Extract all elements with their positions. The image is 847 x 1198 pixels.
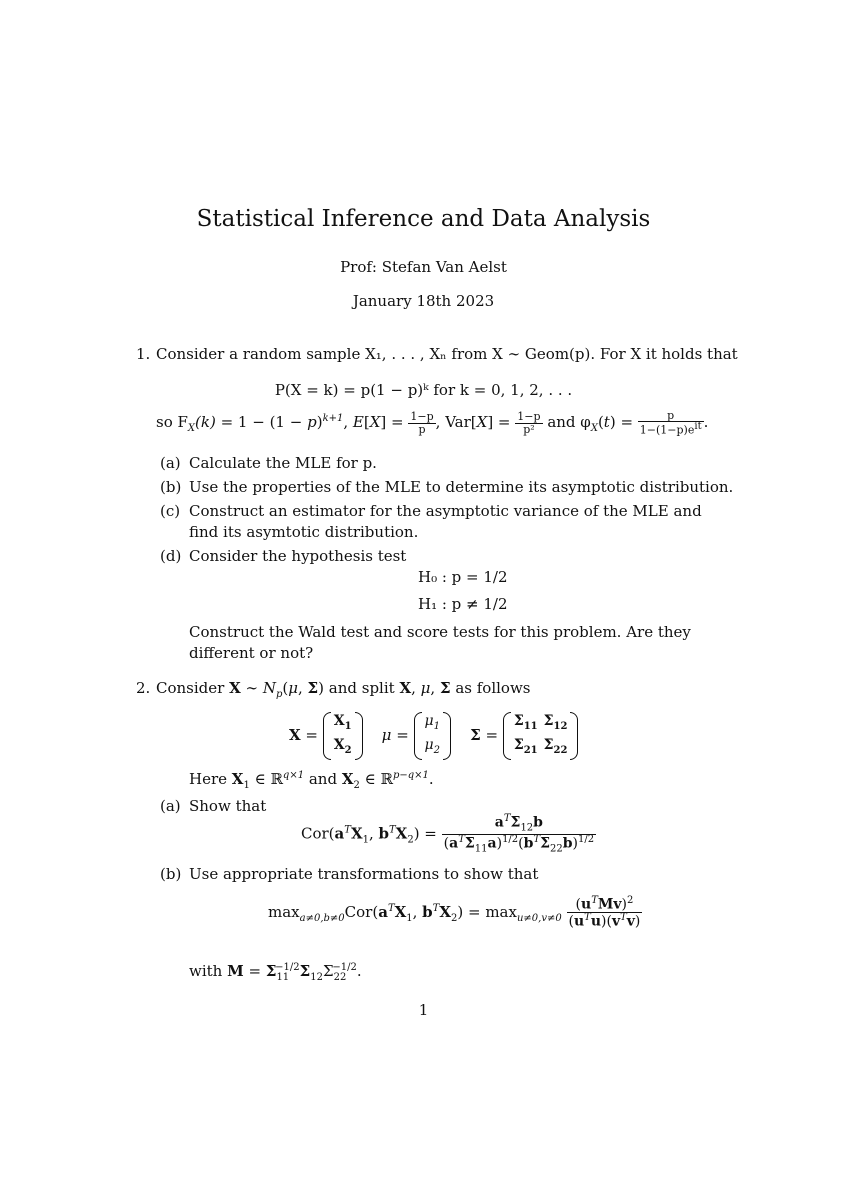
q2-b-definition: with $M = \Sigma_{11}^{-1/2}\Sigma_{12}\Sigma_{22}^{-1/2}$. <box>189 962 362 983</box>
q2-number: 2. <box>136 679 151 697</box>
q1-pmf-equation: P(X = k) = p(1 − p)ᵏ for k = 0, 1, 2, . . . <box>274 381 573 399</box>
q1-c-label: (c) <box>160 502 181 520</box>
exam-date: January 18th 2023 <box>352 292 495 310</box>
q1-properties-start: so F <box>156 413 188 431</box>
q1-d-label: (d) <box>160 547 182 565</box>
q1-null-hypothesis: H₀ : p = 1/2 <box>418 568 508 586</box>
q1-alt-hypothesis: H₁ : p ≠ 1/2 <box>418 595 508 613</box>
q1-a-text: Calculate the MLE for p. <box>189 454 377 472</box>
q1-properties-line: so $F_X(k) = 1 - (1 - p)^{k+1}$, E[X] = $\frac{1-p}{p}$ , Var[X] = $\frac{1-p}{\text{p²}}$ and $\varphi_X(t)$ = $\frac{p}{1-(1-p)e^{it}}$ . <box>156 408 709 437</box>
q2-b-text: Use appropriate transformations to show that <box>189 865 539 883</box>
q2-a-text: Show that <box>189 797 267 815</box>
q2-partition-equation: X = $X_1$ $X_2$ μ = $\mu_1$ $\mu_2$ Σ = $\Sigma_{11}$ $\Sigma_{12}$ $\Sigma_{21}$ $\Sigma_{22}$ <box>289 712 578 760</box>
q2-here-start: Here <box>189 770 228 788</box>
q1-b-text: Use the properties of the MLE to determine its asymptotic distribution. <box>189 478 734 496</box>
document-title: Statistical Inference and Data Analysis <box>196 206 651 232</box>
q2-with-word: with <box>189 962 223 980</box>
q1-intro: Consider a random sample X₁, . . . , Xₙ from X ∼ Geom(p). For X it holds that <box>156 345 738 363</box>
q2-here-and: and <box>308 770 338 788</box>
q1-a-label: (a) <box>160 454 181 472</box>
professor-line: Prof: Stefan Van Aelst <box>340 258 507 276</box>
q1-d-text: Consider the hypothesis test <box>189 547 407 565</box>
q1-d-conclusion: Construct the Wald test and score tests for this problem. Are they different or not? <box>189 623 691 662</box>
q2-intro-end: as follows <box>455 679 531 697</box>
q2-intro: Consider X ∼ $N_p(\mu$, Σ) and split X, μ, Σ as follows <box>156 679 531 700</box>
q1-c-text: Construct an estimator for the asymptotic variance of the MLE and find its asymtotic distribution. <box>189 502 702 541</box>
page-number: 1 <box>418 1001 429 1019</box>
q1-number: 1. <box>136 345 151 363</box>
q1-properties-end: and φ <box>547 413 591 431</box>
q2-intro-start: Consider <box>156 679 225 697</box>
q2-a-label: (a) <box>160 797 181 815</box>
q2-a-equation: $Cor(a^TX_1$, $b^TX_2$) = $\frac{a^T\Sigma_{12}b}{(a^T\Sigma_{11}a)^{1/2}(b^T\Sigma_{22}b)^{1/2}}$ <box>301 813 595 855</box>
q2-b-label: (b) <box>160 865 182 883</box>
q2-dimensions: Here $X_1$ ∈ ℝ$^{q\times 1}$ and $X_2$ ∈ ℝ$^{p-q\times 1}$. <box>189 770 434 791</box>
q1-b-label: (b) <box>160 478 182 496</box>
q2-b-equation: $\max_{a\ne 0,b\ne 0}Cor(a^TX_1$, $b^TX_2) = \max_{u\ne 0,v\ne 0}$ $\frac{(u^TMv)^2}{(u^Tu)(v^Tv)}$ <box>268 895 641 930</box>
